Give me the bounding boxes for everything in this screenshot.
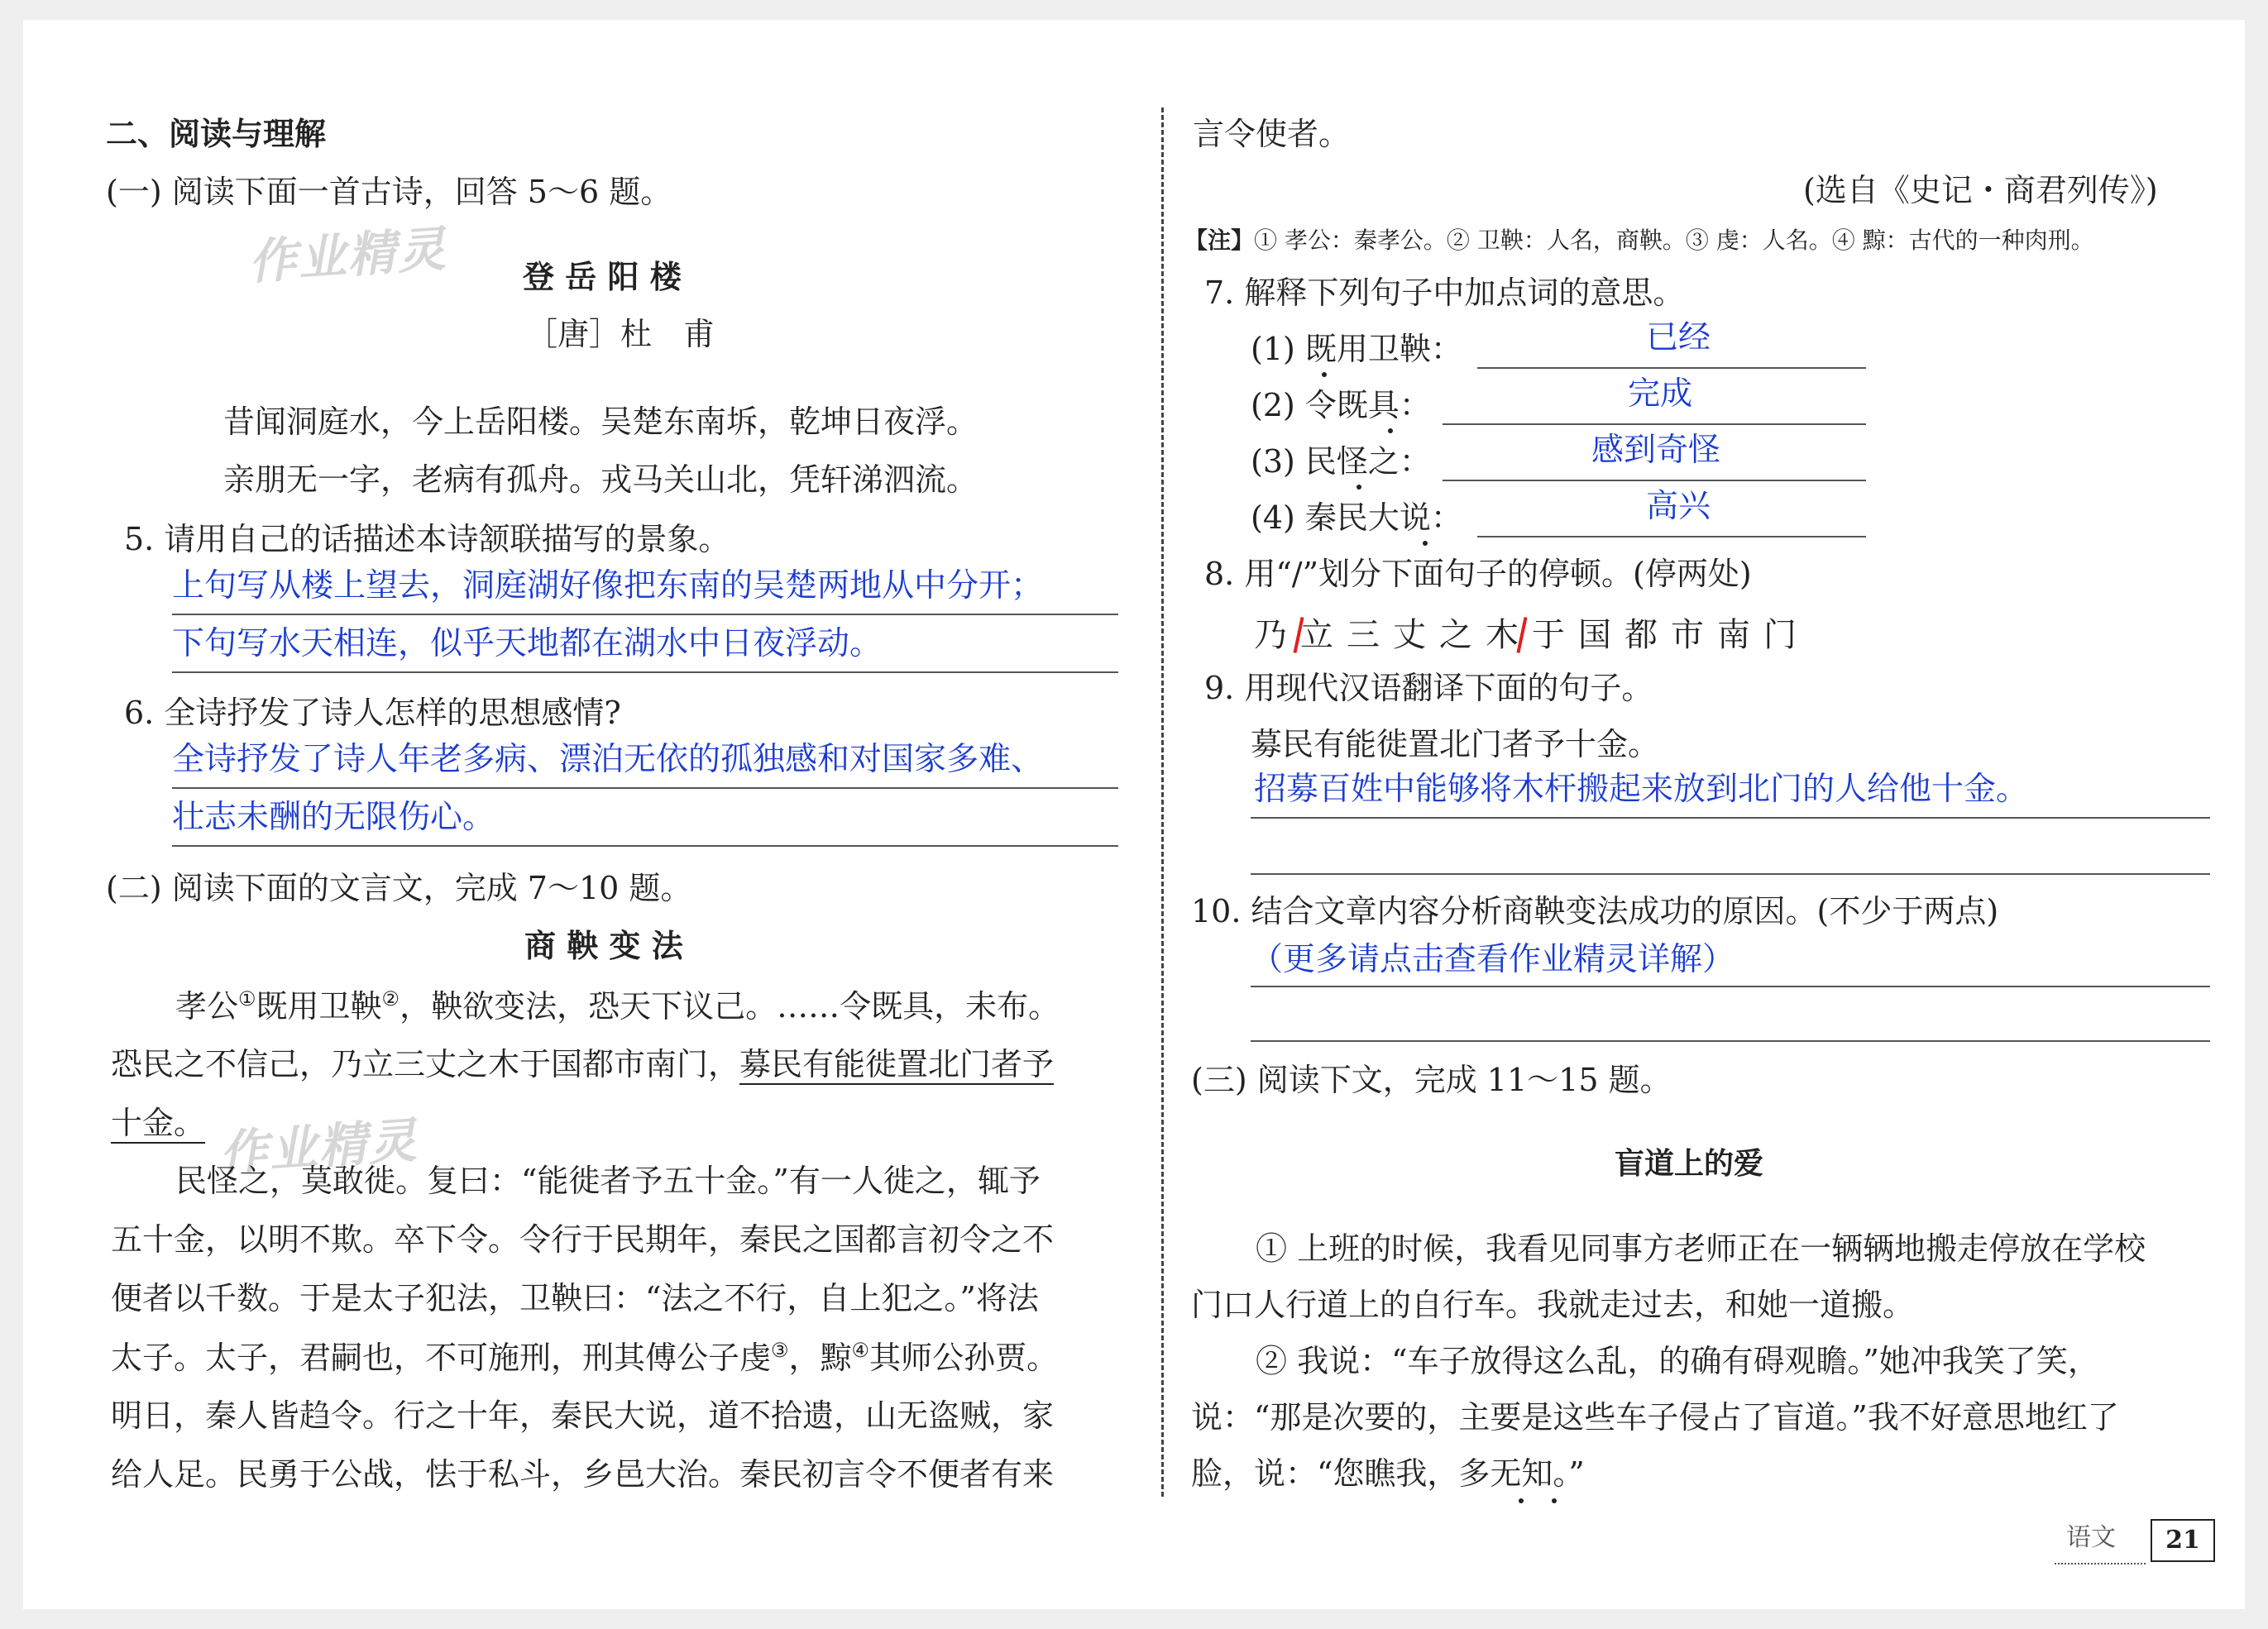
q8-char: 都 <box>1624 616 1658 654</box>
q8-sentence <box>1254 615 1810 655</box>
q8-char: 于 <box>1532 616 1565 654</box>
q8-char: 市 <box>1671 616 1704 654</box>
prose-line-4: 民怪之，莫敢徙。复曰：“能徙者予五十金。”有一人徙之，辄予 <box>175 1163 1041 1199</box>
part1-intro: (一) 阅读下面一首古诗，回答 5～6 题。 <box>106 174 672 210</box>
prose-continuation: 言令使者。 <box>1193 116 1351 152</box>
q7-item-answer: 感到奇怪 <box>1591 432 1721 469</box>
part3-intro: (三) 阅读下文，完成 11～15 题。 <box>1191 1062 1672 1098</box>
emphasis-dot <box>1356 485 1361 490</box>
prose-line-2: 恐民之不信己，乃立三丈之木于国都市南门，募民有能徙置北门者予 <box>111 1046 1055 1082</box>
q8-char: 木 <box>1486 616 1519 654</box>
subject-label: 语文 <box>2066 1523 2116 1552</box>
question-9: 9. 用现代汉语翻译下面的句子。 <box>1204 670 1653 706</box>
answer-line <box>1251 817 2210 819</box>
prose-line-5: 五十金，以明不欺。卒下令。令行于民期年，秦民之国都言初令之不 <box>111 1221 1055 1258</box>
answer-line <box>172 845 1118 847</box>
article-title: 盲道上的爱 <box>1615 1147 1764 1181</box>
poem-title: 登 岳 阳 楼 <box>523 259 682 295</box>
q7-item-answer: 完成 <box>1628 375 1693 413</box>
answer-line <box>1477 367 1866 369</box>
q8-char: 之 <box>1439 616 1472 654</box>
prose-line-1: 孝公①既用卫鞅②，鞅欲变法，恐天下议己。……令既具，未布。 <box>175 987 1060 1025</box>
answer-line <box>172 787 1118 789</box>
emphasis-dot <box>1423 541 1428 546</box>
q8-char: 丈 <box>1393 616 1426 654</box>
watermark-logo: 作业精灵 <box>246 220 449 291</box>
answer-6-line-1: 全诗抒发了诗人年老多病、漂泊无依的孤独感和对国家多难、 <box>172 741 1044 778</box>
article-line-2: 门口人行道上的自行车。我就走过去，和她一道搬。 <box>1191 1287 1915 1323</box>
part2-intro: (二) 阅读下面的文言文，完成 7～10 题。 <box>106 870 692 906</box>
q8-char: 门 <box>1763 616 1797 654</box>
poem-line-1: 昔闻洞庭水，今上岳阳楼。吴楚东南坼，乾坤日夜浮。 <box>223 404 978 440</box>
question-7: 7. 解释下列句子中加点词的意思。 <box>1204 275 1685 311</box>
prose-line-3: 十金。 <box>111 1105 206 1141</box>
answer-line <box>1443 423 1866 425</box>
emphasis-dot <box>1388 428 1393 433</box>
section-title: 二、阅读与理解 <box>106 116 327 152</box>
q8-char: 乃 <box>1254 616 1287 654</box>
column-divider <box>1161 107 1164 1497</box>
answer-line <box>1251 873 2210 875</box>
q8-char: 立 <box>1300 616 1333 654</box>
answer-line <box>172 671 1118 673</box>
poem-line-2: 亲朋无一字，老病有孤舟。戎马关山北，凭轩涕泗流。 <box>223 461 978 498</box>
q7-item-label: (3) 民怪之： <box>1251 443 1431 480</box>
prose-line-6: 便者以千数。于是太子犯法，卫鞅曰：“法之不行，自上犯之。”将法 <box>111 1280 1039 1316</box>
poem-author: ［唐］杜 甫 <box>526 316 715 352</box>
underlined-sentence: 募民有能徙置北门者予 <box>739 1046 1055 1082</box>
prose-line-9: 给人足。民勇于公战，怯于私斗，乡邑大治。秦民初言令不便者有来 <box>111 1456 1055 1493</box>
answer-9: 招募百姓中能够将木杆搬起来放到北门的人给他十金。 <box>1254 771 2029 808</box>
emphasis-dot <box>1519 1498 1524 1503</box>
answer-line <box>172 614 1118 615</box>
article-line-4: 说：“那是次要的，主要是这些车子侵占了盲道。”我不好意思地红了 <box>1191 1399 2119 1436</box>
prose-line-7: 太子。太子，君嗣也，不可施刑，刑其傅公子虔③，黥④其师公孙贾。 <box>111 1339 1059 1376</box>
prose-title: 商 鞅 变 法 <box>524 928 683 964</box>
answer-line <box>1251 986 2210 987</box>
question-5: 5. 请用自己的话描述本诗颔联描写的景象。 <box>124 521 730 557</box>
q7-item-answer: 高兴 <box>1646 488 1711 525</box>
question-8: 8. 用“/”划分下面句子的停顿。(停两处) <box>1204 556 1752 592</box>
footer-dots <box>2055 1563 2146 1565</box>
emphasis-dot <box>1322 372 1327 377</box>
emphasis-dot <box>1552 1498 1557 1503</box>
answer-6-line-2: 壮志未酬的无限伤心。 <box>172 799 495 836</box>
article-line-1: ① 上班的时候，我看见同事方老师正在一辆辆地搬走停放在学校 <box>1256 1230 2146 1267</box>
footnote: 【注】① 孝公：秦孝公。② 卫鞅：人名，商鞅。③ 虔：人名。④ 黥：古代的一种肉刑。 <box>1184 227 2094 254</box>
answer-line <box>1477 536 1866 537</box>
answer-5-line-2: 下句写水天相连，似乎天地都在湖水中日夜浮动。 <box>172 625 883 662</box>
q9-sentence: 募民有能徙置北门者予十金。 <box>1251 726 1660 762</box>
question-6: 6. 全诗抒发了诗人怎样的思想感情? <box>124 695 621 731</box>
page-number: 21 <box>2151 1519 2215 1562</box>
article-line-3: ② 我说：“车子放得这么乱，的确有碍观瞻。”她冲我笑了笑， <box>1256 1343 2099 1379</box>
prose-line-8: 明日，秦人皆趋令。行之十年，秦民大说，道不拾遗，山无盗贼，家 <box>111 1397 1055 1434</box>
answer-10-link[interactable]: （更多请点击查看作业精灵详解） <box>1251 941 1735 978</box>
answer-line <box>1251 1040 2210 1042</box>
source-citation: (选自《史记・商君列传》) <box>1803 172 2158 208</box>
question-10: 10. 结合文章内容分析商鞅变法成功的原因。(不少于两点) <box>1191 893 1999 929</box>
q8-char: 三 <box>1347 616 1380 654</box>
watermark-logo: 作业精灵 <box>218 1111 420 1182</box>
q7-item-answer: 已经 <box>1646 319 1711 356</box>
q7-item-label: (4) 秦民大说： <box>1251 499 1462 536</box>
article-line-5: 脸，说：“您瞧我，多无知。” <box>1191 1455 1585 1492</box>
q8-char: 国 <box>1578 616 1611 654</box>
q7-item-label: (1) 既用卫鞅： <box>1251 331 1462 367</box>
q7-item-label: (2) 令既具： <box>1251 387 1431 423</box>
answer-5-line-1: 上句写从楼上望去，洞庭湖好像把东南的吴楚两地从中分开； <box>172 567 1044 604</box>
q8-char: 南 <box>1717 616 1750 654</box>
answer-line <box>1443 480 1866 481</box>
